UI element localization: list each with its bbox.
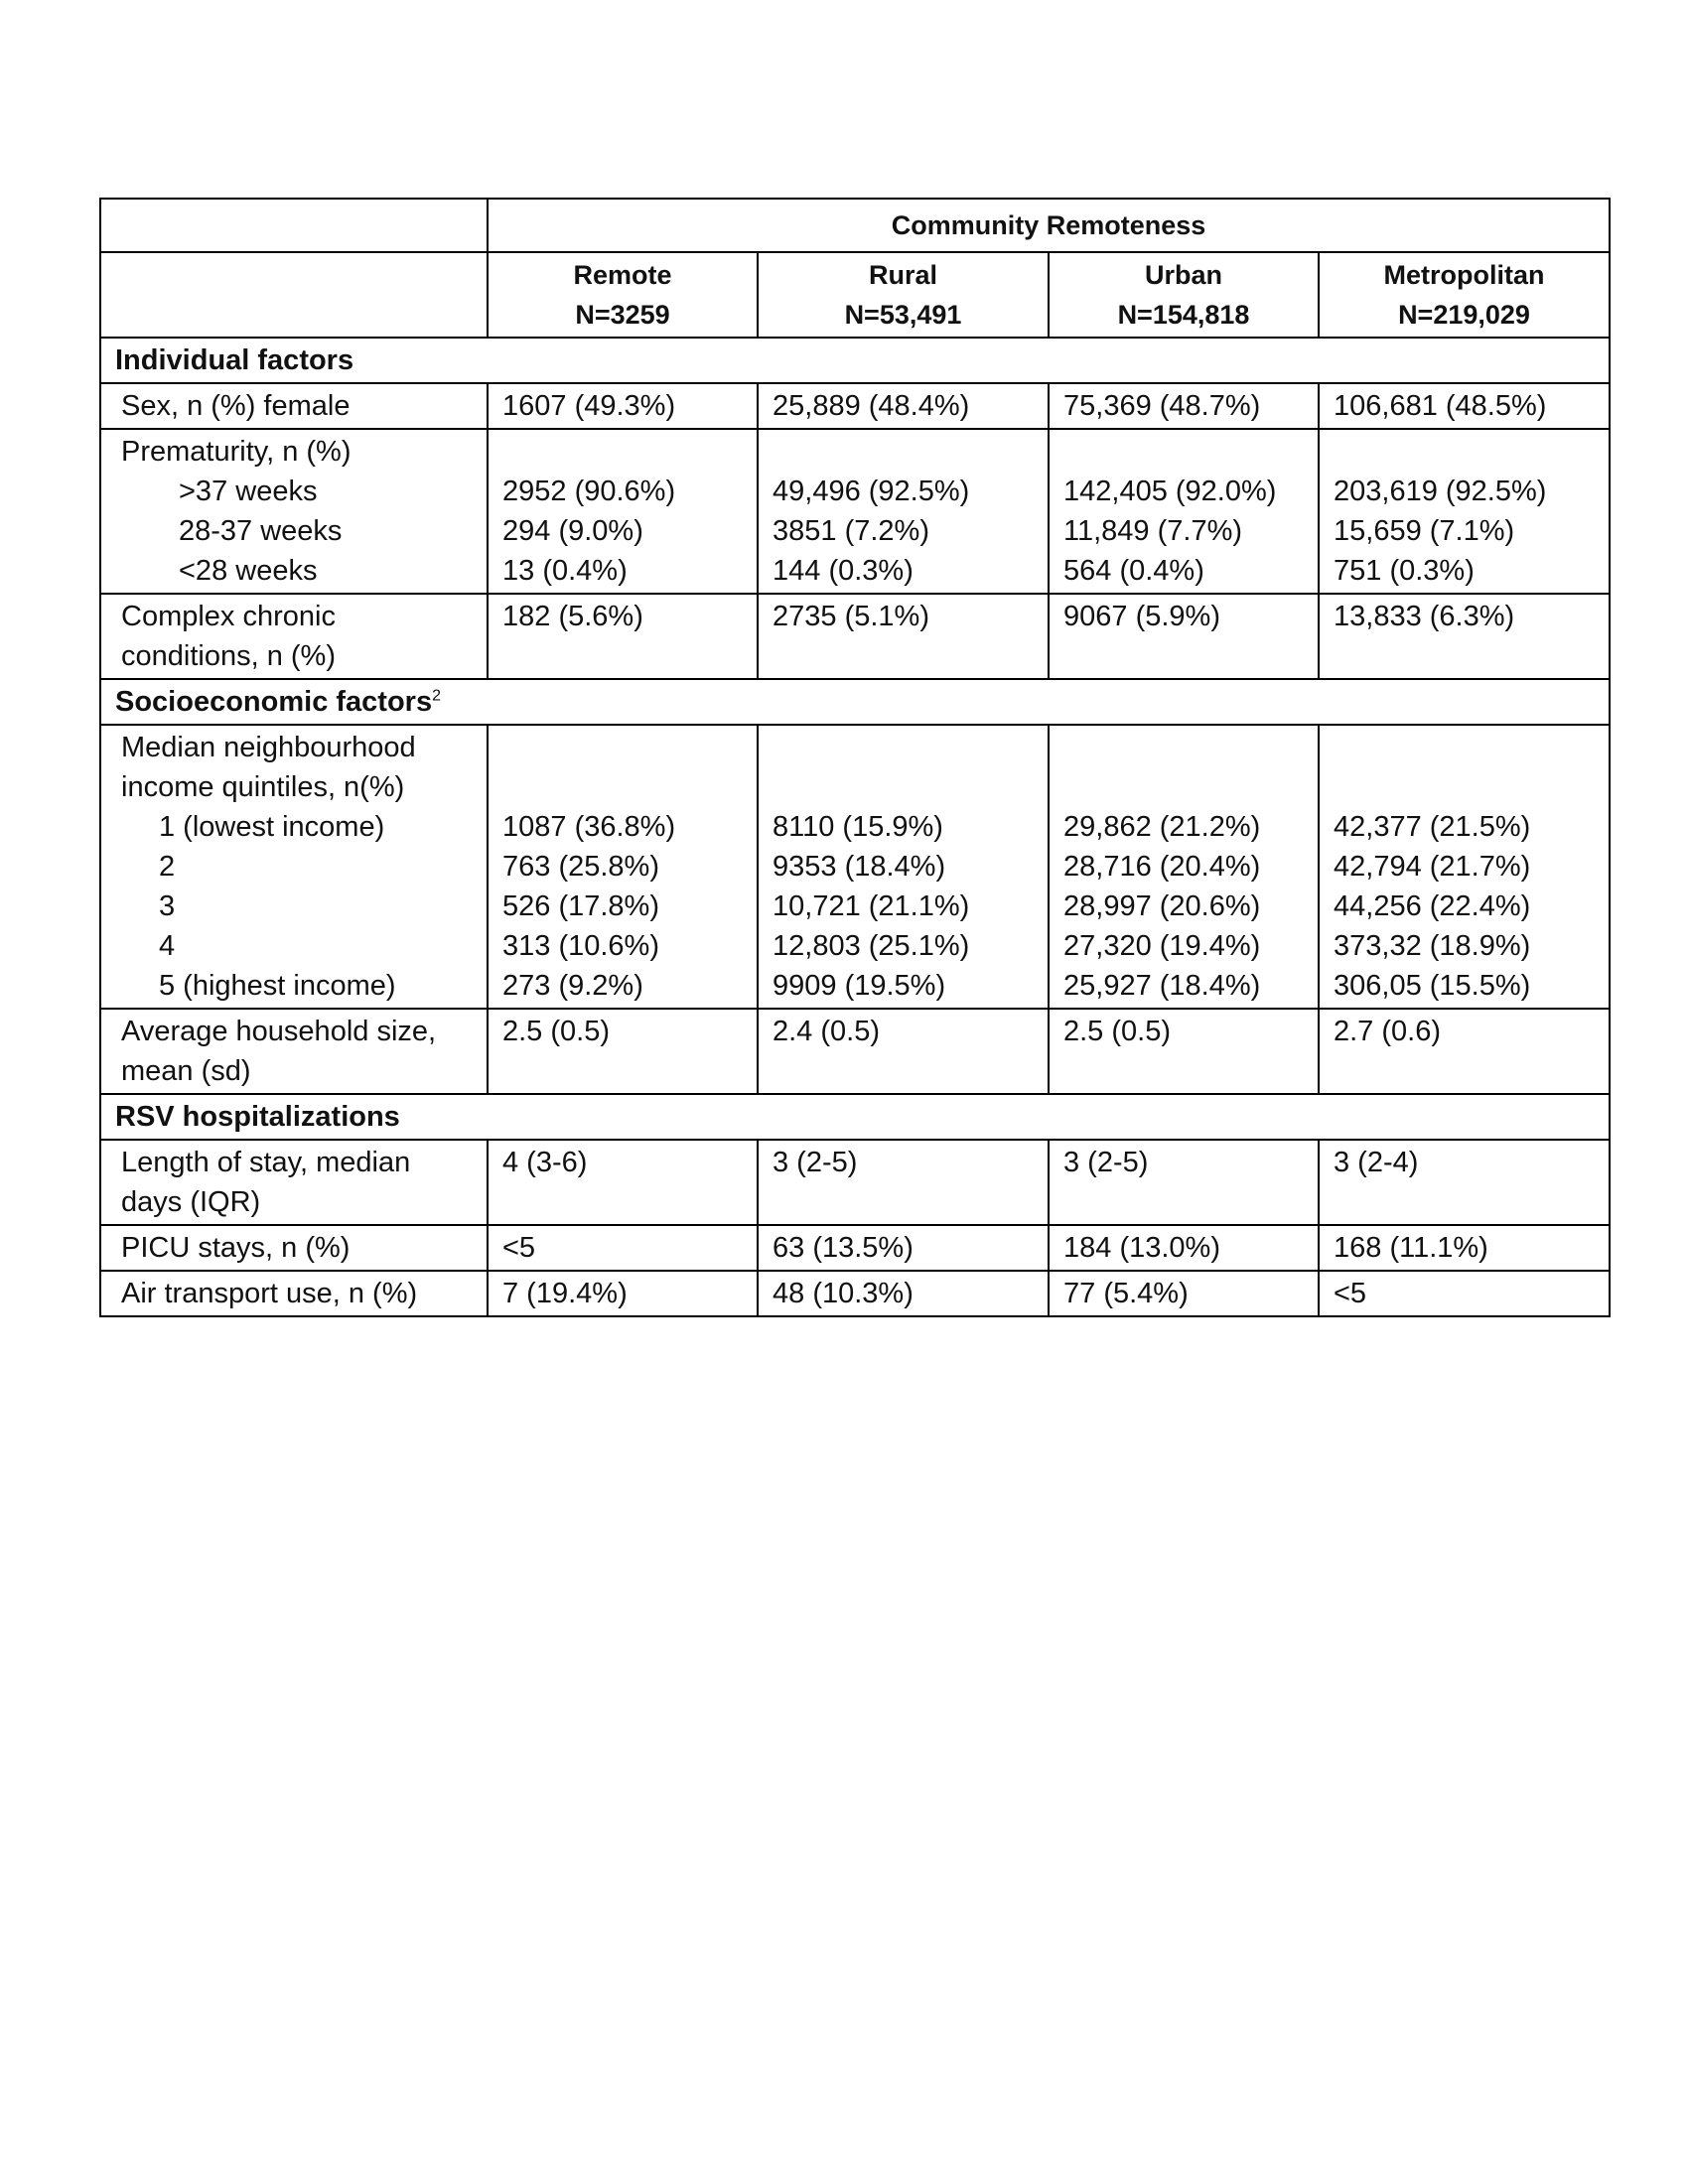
- sub-label: >37 weeks: [179, 476, 318, 507]
- row-label: PICU stays, n (%): [100, 1225, 488, 1271]
- table-row: [100, 725, 1610, 1009]
- header-row-columns: [100, 252, 1610, 338]
- table-cell: [1049, 429, 1319, 594]
- table-row: [100, 429, 1610, 594]
- table-cell: [1319, 725, 1610, 1009]
- table-cell: [488, 429, 758, 594]
- table-cell: 48 (10.3%): [758, 1271, 1049, 1316]
- table-cell: 4 (3-6): [488, 1140, 758, 1225]
- table-cell: <5: [488, 1225, 758, 1271]
- cell-value: 763 (25.8%): [502, 851, 659, 883]
- group-title: Community Remoteness: [488, 199, 1610, 252]
- cell-value: 3851 (7.2%): [773, 515, 929, 547]
- header-row-group: [100, 199, 1610, 252]
- table-cell: 7 (19.4%): [488, 1271, 758, 1316]
- section-title-individual: Individual factors: [100, 338, 1610, 383]
- cell-value: 15,659 (7.1%): [1334, 515, 1515, 547]
- table-cell: 2735 (5.1%): [758, 594, 1049, 679]
- section-title-socioeconomic: [100, 679, 1610, 725]
- column-n: N=3259: [575, 300, 670, 330]
- table-row: [100, 1140, 1610, 1225]
- cell-value: 273 (9.2%): [502, 970, 643, 1002]
- table-cell: 168 (11.1%): [1319, 1225, 1610, 1271]
- table-cell: 77 (5.4%): [1049, 1271, 1319, 1316]
- sub-label: 28-37 weeks: [179, 515, 343, 547]
- section-title-text: Socioeconomic factors: [115, 686, 433, 718]
- cell-value: 294 (9.0%): [502, 515, 643, 547]
- cell-value: 9353 (18.4%): [773, 851, 946, 883]
- column-header-urban: [1049, 252, 1319, 338]
- table-cell: 182 (5.6%): [488, 594, 758, 679]
- row-label: mean (sd): [121, 1055, 251, 1087]
- cell-value: 526 (17.8%): [502, 890, 659, 922]
- cell-value: 10,721 (21.1%): [773, 890, 970, 922]
- row-label: Complex chronic: [121, 601, 336, 632]
- row-label-group: [100, 429, 488, 594]
- footnote-marker: 2: [432, 687, 441, 705]
- table-cell: 1607 (49.3%): [488, 383, 758, 429]
- cell-value: 1087 (36.8%): [502, 811, 676, 843]
- table-cell: 184 (13.0%): [1049, 1225, 1319, 1271]
- cell-value: 142,405 (92.0%): [1063, 476, 1277, 507]
- cell-value: 751 (0.3%): [1334, 555, 1475, 587]
- sub-label: 5 (highest income): [159, 970, 396, 1002]
- column-n: N=154,818: [1117, 300, 1250, 330]
- column-header-metropolitan: [1319, 252, 1610, 338]
- table-cell: 25,889 (48.4%): [758, 383, 1049, 429]
- cell-value: 373,32 (18.9%): [1334, 930, 1531, 962]
- row-label: income quintiles, n(%): [121, 771, 405, 803]
- cell-value: 203,619 (92.5%): [1334, 476, 1547, 507]
- cell-value: 8110 (15.9%): [773, 811, 943, 843]
- cell-value: 564 (0.4%): [1063, 555, 1204, 587]
- column-header-rural: [758, 252, 1049, 338]
- header-empty-cell: [100, 199, 488, 252]
- table-row: [100, 383, 1610, 429]
- table-cell: 106,681 (48.5%): [1319, 383, 1610, 429]
- row-label: Prematurity, n (%): [121, 436, 352, 468]
- table-cell: <5: [1319, 1271, 1610, 1316]
- cell-value: 27,320 (19.4%): [1063, 930, 1261, 962]
- table-cell: 3 (2-5): [1049, 1140, 1319, 1225]
- cell-value: 42,794 (21.7%): [1334, 851, 1531, 883]
- cell-value: 313 (10.6%): [502, 930, 659, 962]
- row-label: Length of stay, median: [121, 1147, 411, 1178]
- row-label: days (IQR): [121, 1186, 261, 1218]
- table-cell: [1319, 429, 1610, 594]
- table-cell: [488, 725, 758, 1009]
- column-n: N=53,491: [844, 300, 962, 330]
- section-row: [100, 338, 1610, 383]
- row-label: Average household size,: [121, 1016, 437, 1047]
- table-cell: [1049, 725, 1319, 1009]
- table-cell: 2.4 (0.5): [758, 1009, 1049, 1094]
- table-cell: 75,369 (48.7%): [1049, 383, 1319, 429]
- column-header-remote: [488, 252, 758, 338]
- header-empty-cell: [100, 252, 488, 338]
- table-cell: 9067 (5.9%): [1049, 594, 1319, 679]
- table-row: [100, 1271, 1610, 1316]
- table-cell: 2.7 (0.6): [1319, 1009, 1610, 1094]
- cell-value: 9909 (19.5%): [773, 970, 946, 1002]
- section-title-rsv: RSV hospitalizations: [100, 1094, 1610, 1140]
- cell-value: 28,997 (20.6%): [1063, 890, 1261, 922]
- row-label: conditions, n (%): [121, 640, 336, 672]
- column-name: Rural: [868, 260, 938, 290]
- cell-value: 306,05 (15.5%): [1334, 970, 1531, 1002]
- table-cell: [758, 429, 1049, 594]
- row-label: Air transport use, n (%): [100, 1271, 488, 1316]
- table-row: [100, 1225, 1610, 1271]
- row-label-group: [100, 1140, 488, 1225]
- table-row: [100, 1009, 1610, 1094]
- row-label-group: [100, 1009, 488, 1094]
- cell-value: 13 (0.4%): [502, 555, 628, 587]
- row-label-group: [100, 725, 488, 1009]
- cell-value: 144 (0.3%): [773, 555, 914, 587]
- cell-value: 11,849 (7.7%): [1063, 515, 1243, 547]
- cell-value: 12,803 (25.1%): [773, 930, 970, 962]
- column-name: Urban: [1144, 260, 1222, 290]
- row-label: Sex, n (%) female: [100, 383, 488, 429]
- section-row: [100, 679, 1610, 725]
- sub-label: 1 (lowest income): [159, 811, 385, 843]
- sub-label: 4: [159, 930, 176, 962]
- cell-value: 28,716 (20.4%): [1063, 851, 1261, 883]
- table-cell: 3 (2-5): [758, 1140, 1049, 1225]
- table-cell: 2.5 (0.5): [1049, 1009, 1319, 1094]
- table-cell: 2.5 (0.5): [488, 1009, 758, 1094]
- cell-value: 44,256 (22.4%): [1334, 890, 1531, 922]
- column-n: N=219,029: [1398, 300, 1530, 330]
- table-cell: 63 (13.5%): [758, 1225, 1049, 1271]
- cell-value: 25,927 (18.4%): [1063, 970, 1261, 1002]
- remoteness-table: [99, 198, 1611, 1317]
- sub-label: <28 weeks: [179, 555, 318, 587]
- sub-label: 3: [159, 890, 176, 922]
- cell-value: 49,496 (92.5%): [773, 476, 970, 507]
- table-cell: 13,833 (6.3%): [1319, 594, 1610, 679]
- cell-value: 42,377 (21.5%): [1334, 811, 1531, 843]
- table-cell: 3 (2-4): [1319, 1140, 1610, 1225]
- cell-value: 29,862 (21.2%): [1063, 811, 1261, 843]
- sub-label: 2: [159, 851, 176, 883]
- cell-value: 2952 (90.6%): [502, 476, 676, 507]
- column-name: Metropolitan: [1383, 260, 1545, 290]
- table-cell: [758, 725, 1049, 1009]
- row-label-group: [100, 594, 488, 679]
- section-row: [100, 1094, 1610, 1140]
- table-row: [100, 594, 1610, 679]
- column-name: Remote: [573, 260, 672, 290]
- row-label: Median neighbourhood: [121, 732, 416, 763]
